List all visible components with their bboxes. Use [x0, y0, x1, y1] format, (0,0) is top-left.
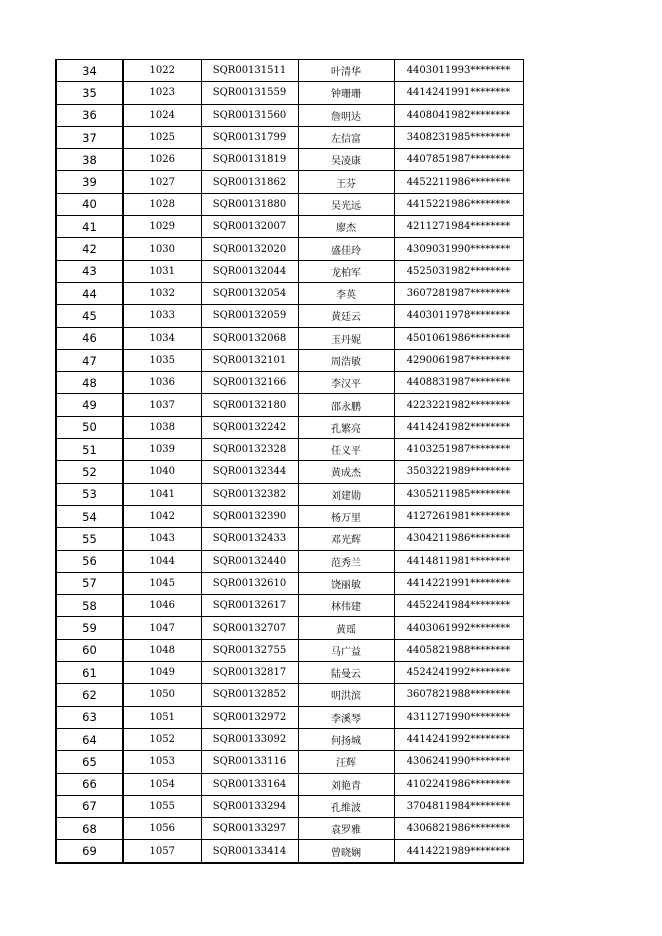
cell-application-code: SQR00131862: [201, 171, 298, 193]
cell-application-code: SQR00132054: [201, 282, 298, 304]
cell-id-number: 4524241992********: [394, 662, 523, 684]
cell-sequence: 54: [56, 505, 123, 527]
cell-person-name: 汪辉: [298, 751, 394, 773]
cell-number: 1038: [123, 416, 201, 438]
cell-person-name: 邓光辉: [298, 528, 394, 550]
cell-application-code: SQR00132817: [201, 662, 298, 684]
roster-table: [55, 59, 524, 864]
cell-id-number: 4414221991********: [394, 572, 523, 594]
cell-sequence: 57: [56, 572, 123, 594]
cell-id-number: 4211271984********: [394, 216, 523, 238]
cell-id-number: 4405821988********: [394, 639, 523, 661]
cell-id-number: 4127261981********: [394, 505, 523, 527]
table-row: [56, 684, 523, 706]
cell-number: 1030: [123, 238, 201, 260]
cell-id-number: 4452211986********: [394, 171, 523, 193]
table-row: [56, 505, 523, 527]
cell-person-name: 范秀兰: [298, 550, 394, 572]
cell-application-code: SQR00131560: [201, 104, 298, 126]
cell-person-name: 周浩敏: [298, 349, 394, 371]
cell-person-name: 饶丽敏: [298, 572, 394, 594]
cell-sequence: 59: [56, 617, 123, 639]
cell-sequence: 39: [56, 171, 123, 193]
cell-sequence: 46: [56, 327, 123, 349]
cell-application-code: SQR00132020: [201, 238, 298, 260]
cell-number: 1052: [123, 728, 201, 750]
cell-person-name: 左信富: [298, 126, 394, 148]
cell-sequence: 67: [56, 795, 123, 817]
cell-application-code: SQR00133414: [201, 840, 298, 863]
cell-application-code: SQR00131880: [201, 193, 298, 215]
cell-person-name: 吴光远: [298, 193, 394, 215]
cell-sequence: 40: [56, 193, 123, 215]
cell-application-code: SQR00132059: [201, 305, 298, 327]
cell-number: 1046: [123, 595, 201, 617]
cell-person-name: 钟珊珊: [298, 82, 394, 104]
cell-number: 1051: [123, 706, 201, 728]
table-row: [56, 751, 523, 773]
cell-id-number: 3503221989********: [394, 461, 523, 483]
cell-sequence: 53: [56, 483, 123, 505]
cell-sequence: 36: [56, 104, 123, 126]
table-row: [56, 260, 523, 282]
cell-id-number: 4408831987********: [394, 372, 523, 394]
cell-id-number: 4309031990********: [394, 238, 523, 260]
cell-id-number: 4305211985********: [394, 483, 523, 505]
cell-application-code: SQR00132610: [201, 572, 298, 594]
cell-id-number: 4306241990********: [394, 751, 523, 773]
cell-sequence: 50: [56, 416, 123, 438]
cell-number: 1047: [123, 617, 201, 639]
table-row: [56, 528, 523, 550]
cell-application-code: SQR00132242: [201, 416, 298, 438]
table-row: [56, 572, 523, 594]
cell-application-code: SQR00133116: [201, 751, 298, 773]
cell-person-name: 马广益: [298, 639, 394, 661]
table-row: [56, 372, 523, 394]
cell-id-number: 4403061992********: [394, 617, 523, 639]
cell-id-number: 3607281987********: [394, 282, 523, 304]
table-row: [56, 706, 523, 728]
cell-person-name: 龙柏军: [298, 260, 394, 282]
cell-person-name: 廖杰: [298, 216, 394, 238]
table-row: [56, 840, 523, 863]
cell-id-number: 4414241992********: [394, 728, 523, 750]
cell-number: 1041: [123, 483, 201, 505]
cell-person-name: 黄瑶: [298, 617, 394, 639]
cell-number: 1040: [123, 461, 201, 483]
cell-sequence: 55: [56, 528, 123, 550]
cell-id-number: 4408041982********: [394, 104, 523, 126]
cell-person-name: 陆曼云: [298, 662, 394, 684]
cell-application-code: SQR00132972: [201, 706, 298, 728]
cell-sequence: 68: [56, 818, 123, 840]
cell-number: 1036: [123, 372, 201, 394]
cell-id-number: 4223221982********: [394, 394, 523, 416]
cell-number: 1056: [123, 818, 201, 840]
cell-person-name: 王芬: [298, 171, 394, 193]
cell-sequence: 45: [56, 305, 123, 327]
table-row: [56, 795, 523, 817]
cell-sequence: 44: [56, 282, 123, 304]
cell-person-name: 明洪滨: [298, 684, 394, 706]
cell-sequence: 43: [56, 260, 123, 282]
cell-sequence: 64: [56, 728, 123, 750]
cell-person-name: 袁罗雅: [298, 818, 394, 840]
cell-number: 1039: [123, 439, 201, 461]
cell-sequence: 60: [56, 639, 123, 661]
cell-id-number: 4414811981********: [394, 550, 523, 572]
cell-person-name: 李溪琴: [298, 706, 394, 728]
cell-person-name: 曾晓娴: [298, 840, 394, 863]
cell-sequence: 47: [56, 349, 123, 371]
cell-number: 1050: [123, 684, 201, 706]
cell-person-name: 李汉平: [298, 372, 394, 394]
cell-application-code: SQR00131511: [201, 60, 298, 82]
cell-id-number: 3607821988********: [394, 684, 523, 706]
cell-person-name: 孔维波: [298, 795, 394, 817]
cell-number: 1024: [123, 104, 201, 126]
table-row: [56, 550, 523, 572]
cell-sequence: 48: [56, 372, 123, 394]
cell-person-name: 李英: [298, 282, 394, 304]
cell-number: 1037: [123, 394, 201, 416]
table-row: [56, 216, 523, 238]
table-row: [56, 416, 523, 438]
cell-sequence: 37: [56, 126, 123, 148]
cell-application-code: SQR00132007: [201, 216, 298, 238]
cell-application-code: SQR00132382: [201, 483, 298, 505]
cell-number: 1055: [123, 795, 201, 817]
table-row: [56, 126, 523, 148]
cell-number: 1033: [123, 305, 201, 327]
cell-number: 1044: [123, 550, 201, 572]
cell-number: 1032: [123, 282, 201, 304]
cell-sequence: 35: [56, 82, 123, 104]
cell-application-code: SQR00132390: [201, 505, 298, 527]
cell-id-number: 4525031982********: [394, 260, 523, 282]
cell-sequence: 51: [56, 439, 123, 461]
cell-number: 1043: [123, 528, 201, 550]
cell-id-number: 4414241982********: [394, 416, 523, 438]
cell-application-code: SQR00131819: [201, 149, 298, 171]
cell-id-number: 4304211986********: [394, 528, 523, 550]
cell-id-number: 4103251987********: [394, 439, 523, 461]
cell-application-code: SQR00132180: [201, 394, 298, 416]
cell-id-number: 4403011993********: [394, 60, 523, 82]
cell-person-name: 任义平: [298, 439, 394, 461]
cell-id-number: 4414221989********: [394, 840, 523, 863]
cell-number: 1049: [123, 662, 201, 684]
cell-number: 1025: [123, 126, 201, 148]
cell-application-code: SQR00132044: [201, 260, 298, 282]
cell-number: 1034: [123, 327, 201, 349]
cell-number: 1026: [123, 149, 201, 171]
cell-person-name: 黄廷云: [298, 305, 394, 327]
table-row: [56, 82, 523, 104]
cell-application-code: SQR00133164: [201, 773, 298, 795]
cell-person-name: 邵永鹏: [298, 394, 394, 416]
table-row: [56, 439, 523, 461]
table-row: [56, 728, 523, 750]
cell-sequence: 42: [56, 238, 123, 260]
cell-person-name: 何扬城: [298, 728, 394, 750]
cell-id-number: 4452241984********: [394, 595, 523, 617]
table-row: [56, 60, 523, 82]
table-row: [56, 818, 523, 840]
table-row: [56, 149, 523, 171]
cell-id-number: 4403011978********: [394, 305, 523, 327]
cell-number: 1054: [123, 773, 201, 795]
cell-id-number: 4306821986********: [394, 818, 523, 840]
cell-person-name: 詹明达: [298, 104, 394, 126]
cell-person-name: 孔繁亮: [298, 416, 394, 438]
cell-person-name: 刘艳青: [298, 773, 394, 795]
table-row: [56, 394, 523, 416]
cell-application-code: SQR00132440: [201, 550, 298, 572]
table-row: [56, 327, 523, 349]
cell-application-code: SQR00133092: [201, 728, 298, 750]
cell-id-number: 4501061986********: [394, 327, 523, 349]
cell-person-name: 林伟建: [298, 595, 394, 617]
cell-application-code: SQR00132617: [201, 595, 298, 617]
table-row: [56, 171, 523, 193]
cell-person-name: 盛佳玲: [298, 238, 394, 260]
table-row: [56, 461, 523, 483]
cell-sequence: 41: [56, 216, 123, 238]
cell-application-code: SQR00132344: [201, 461, 298, 483]
cell-sequence: 58: [56, 595, 123, 617]
cell-number: 1057: [123, 840, 201, 863]
cell-number: 1045: [123, 572, 201, 594]
cell-number: 1042: [123, 505, 201, 527]
table-row: [56, 617, 523, 639]
cell-number: 1048: [123, 639, 201, 661]
table-row: [56, 193, 523, 215]
table-row: [56, 238, 523, 260]
table-row: [56, 483, 523, 505]
cell-person-name: 玉丹妮: [298, 327, 394, 349]
cell-application-code: SQR00132707: [201, 617, 298, 639]
cell-number: 1028: [123, 193, 201, 215]
cell-application-code: SQR00132328: [201, 439, 298, 461]
cell-person-name: 黄成杰: [298, 461, 394, 483]
table-row: [56, 595, 523, 617]
table-row: [56, 349, 523, 371]
cell-id-number: 4414241991********: [394, 82, 523, 104]
cell-number: 1029: [123, 216, 201, 238]
cell-sequence: 49: [56, 394, 123, 416]
table-row: [56, 282, 523, 304]
cell-person-name: 吴凌康: [298, 149, 394, 171]
cell-application-code: SQR00133297: [201, 818, 298, 840]
cell-number: 1023: [123, 82, 201, 104]
cell-application-code: SQR00131559: [201, 82, 298, 104]
cell-application-code: SQR00133294: [201, 795, 298, 817]
cell-number: 1022: [123, 60, 201, 82]
table-row: [56, 662, 523, 684]
cell-person-name: 刘建勋: [298, 483, 394, 505]
table-row: [56, 773, 523, 795]
cell-application-code: SQR00132433: [201, 528, 298, 550]
cell-id-number: 4415221986********: [394, 193, 523, 215]
cell-number: 1031: [123, 260, 201, 282]
cell-sequence: 62: [56, 684, 123, 706]
cell-sequence: 52: [56, 461, 123, 483]
cell-sequence: 38: [56, 149, 123, 171]
cell-sequence: 63: [56, 706, 123, 728]
cell-person-name: 杨万里: [298, 505, 394, 527]
cell-application-code: SQR00132755: [201, 639, 298, 661]
cell-id-number: 3704811984********: [394, 795, 523, 817]
cell-application-code: SQR00132166: [201, 372, 298, 394]
cell-number: 1035: [123, 349, 201, 371]
cell-sequence: 66: [56, 773, 123, 795]
cell-sequence: 69: [56, 840, 123, 863]
cell-application-code: SQR00132852: [201, 684, 298, 706]
cell-id-number: 4102241986********: [394, 773, 523, 795]
cell-application-code: SQR00131799: [201, 126, 298, 148]
table-row: [56, 639, 523, 661]
cell-sequence: 65: [56, 751, 123, 773]
cell-number: 1027: [123, 171, 201, 193]
cell-person-name: 叶清华: [298, 60, 394, 82]
cell-id-number: 4290061987********: [394, 349, 523, 371]
cell-sequence: 61: [56, 662, 123, 684]
cell-id-number: 4407851987********: [394, 149, 523, 171]
cell-application-code: SQR00132101: [201, 349, 298, 371]
cell-sequence: 56: [56, 550, 123, 572]
roster-table-body: [56, 60, 523, 863]
cell-id-number: 4311271990********: [394, 706, 523, 728]
cell-id-number: 3408231985********: [394, 126, 523, 148]
cell-application-code: SQR00132068: [201, 327, 298, 349]
cell-number: 1053: [123, 751, 201, 773]
table-row: [56, 104, 523, 126]
cell-sequence: 34: [56, 60, 123, 82]
table-row: [56, 305, 523, 327]
